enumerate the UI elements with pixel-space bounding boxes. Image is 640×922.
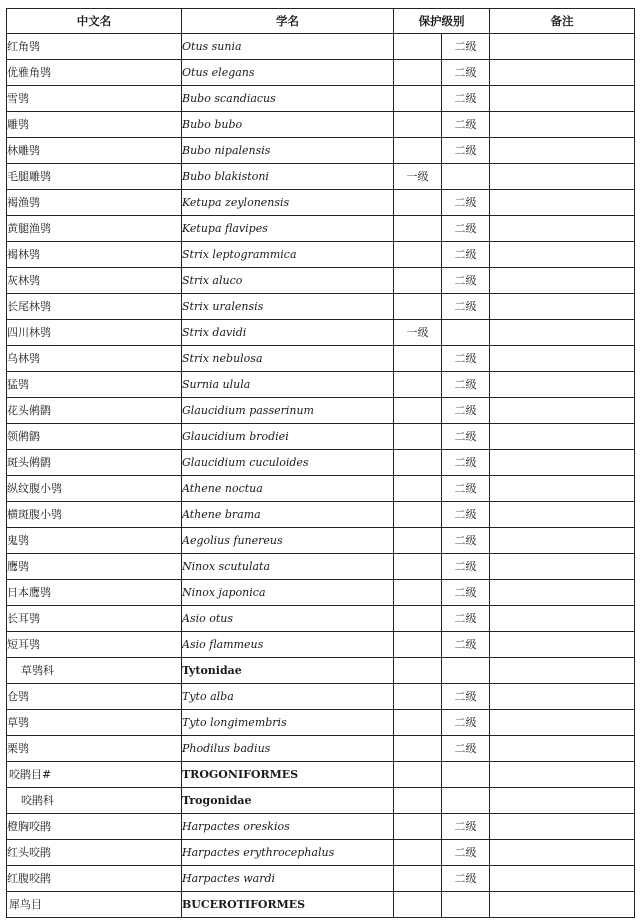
protection-level-1-cell xyxy=(394,242,442,268)
chinese-name-cell: 草鸮 xyxy=(7,710,182,736)
notes-cell xyxy=(490,476,635,502)
protection-level-2-cell: 二级 xyxy=(442,632,490,658)
protection-level-1-cell xyxy=(394,580,442,606)
chinese-name-cell: 林雕鸮 xyxy=(7,138,182,164)
header-scientific-name: 学名 xyxy=(182,9,394,34)
protection-level-1-cell xyxy=(394,840,442,866)
chinese-name-cell: 咬鹃目# xyxy=(7,762,182,788)
scientific-name-cell: Asio otus xyxy=(182,606,394,632)
table-row xyxy=(7,398,635,424)
notes-cell xyxy=(490,242,635,268)
chinese-name-cell: 鬼鸮 xyxy=(7,528,182,554)
notes-cell xyxy=(490,450,635,476)
protection-level-1-cell: 一级 xyxy=(394,320,442,346)
scientific-name-cell: Strix nebulosa xyxy=(182,346,394,372)
protection-level-2-cell: 二级 xyxy=(442,424,490,450)
protection-level-1-cell xyxy=(394,450,442,476)
table-row xyxy=(7,216,635,242)
protection-level-2-cell: 二级 xyxy=(442,346,490,372)
notes-cell xyxy=(490,632,635,658)
notes-cell xyxy=(490,60,635,86)
protection-level-2-cell: 二级 xyxy=(442,398,490,424)
chinese-name-cell: 长耳鸮 xyxy=(7,606,182,632)
scientific-name-cell: Bubo nipalensis xyxy=(182,138,394,164)
scientific-name-cell: Aegolius funereus xyxy=(182,528,394,554)
protection-level-1-cell xyxy=(394,86,442,112)
protection-level-2-cell: 二级 xyxy=(442,112,490,138)
table-row xyxy=(7,450,635,476)
protection-level-2-cell xyxy=(442,788,490,814)
protection-level-1-cell xyxy=(394,60,442,86)
table-row xyxy=(7,840,635,866)
notes-cell xyxy=(490,502,635,528)
protection-level-2-cell: 二级 xyxy=(442,216,490,242)
table-row xyxy=(7,190,635,216)
chinese-name-cell: 鹰鸮 xyxy=(7,554,182,580)
protection-level-2-cell: 二级 xyxy=(442,840,490,866)
chinese-name-cell: 咬鹃科 xyxy=(7,788,182,814)
notes-cell xyxy=(490,580,635,606)
notes-cell xyxy=(490,814,635,840)
table-row xyxy=(7,580,635,606)
scientific-name-cell: Bubo scandiacus xyxy=(182,86,394,112)
table-row xyxy=(7,372,635,398)
table-row xyxy=(7,164,635,190)
protection-level-1-cell xyxy=(394,424,442,450)
table-row xyxy=(7,294,635,320)
protection-level-2-cell: 二级 xyxy=(442,554,490,580)
notes-cell xyxy=(490,736,635,762)
chinese-name-cell: 雕鸮 xyxy=(7,112,182,138)
scientific-name-cell: Glaucidium cuculoides xyxy=(182,450,394,476)
protection-level-2-cell: 二级 xyxy=(442,736,490,762)
family-row xyxy=(7,658,635,684)
notes-cell xyxy=(490,658,635,684)
chinese-name-cell: 雪鸮 xyxy=(7,86,182,112)
family-row xyxy=(7,788,635,814)
chinese-name-cell: 四川林鸮 xyxy=(7,320,182,346)
table-row xyxy=(7,138,635,164)
protection-level-2-cell: 二级 xyxy=(442,528,490,554)
chinese-name-cell: 优雅角鸮 xyxy=(7,60,182,86)
notes-cell xyxy=(490,372,635,398)
protection-level-1-cell xyxy=(394,138,442,164)
protection-level-2-cell: 二级 xyxy=(442,866,490,892)
table-row xyxy=(7,112,635,138)
protection-level-1-cell xyxy=(394,658,442,684)
scientific-name-cell: Bubo blakistoni xyxy=(182,164,394,190)
protection-level-1-cell xyxy=(394,762,442,788)
table-row xyxy=(7,34,635,60)
chinese-name-cell: 黄腿渔鸮 xyxy=(7,216,182,242)
chinese-name-cell: 灰林鸮 xyxy=(7,268,182,294)
notes-cell xyxy=(490,164,635,190)
protection-level-2-cell: 二级 xyxy=(442,450,490,476)
protection-level-2-cell: 二级 xyxy=(442,138,490,164)
scientific-name-cell: BUCEROTIFORMES xyxy=(182,892,394,918)
scientific-name-cell: Athene brama xyxy=(182,502,394,528)
protection-level-1-cell xyxy=(394,502,442,528)
table-row xyxy=(7,268,635,294)
scientific-name-cell: Otus elegans xyxy=(182,60,394,86)
chinese-name-cell: 草鸮科 xyxy=(7,658,182,684)
notes-cell xyxy=(490,762,635,788)
protection-level-2-cell: 二级 xyxy=(442,606,490,632)
notes-cell xyxy=(490,554,635,580)
protection-level-1-cell xyxy=(394,684,442,710)
protection-level-1-cell xyxy=(394,606,442,632)
chinese-name-cell: 猛鸮 xyxy=(7,372,182,398)
protection-level-2-cell: 二级 xyxy=(442,86,490,112)
scientific-name-cell: TROGONIFORMES xyxy=(182,762,394,788)
table-row xyxy=(7,86,635,112)
notes-cell xyxy=(490,112,635,138)
scientific-name-cell: Phodilus badius xyxy=(182,736,394,762)
chinese-name-cell: 橙胸咬鹃 xyxy=(7,814,182,840)
scientific-name-cell: Glaucidium brodiei xyxy=(182,424,394,450)
protection-level-2-cell: 二级 xyxy=(442,814,490,840)
protection-level-1-cell xyxy=(394,216,442,242)
scientific-name-cell: Harpactes erythrocephalus xyxy=(182,840,394,866)
notes-cell xyxy=(490,606,635,632)
notes-cell xyxy=(490,866,635,892)
protection-level-1-cell xyxy=(394,34,442,60)
protection-level-1-cell xyxy=(394,554,442,580)
chinese-name-cell: 乌林鸮 xyxy=(7,346,182,372)
header-chinese-name: 中文名 xyxy=(7,9,182,34)
protection-level-2-cell: 二级 xyxy=(442,502,490,528)
notes-cell xyxy=(490,840,635,866)
table-row xyxy=(7,866,635,892)
protection-level-1-cell xyxy=(394,632,442,658)
protection-level-1-cell xyxy=(394,190,442,216)
scientific-name-cell: Ninox japonica xyxy=(182,580,394,606)
notes-cell xyxy=(490,398,635,424)
protection-level-1-cell xyxy=(394,294,442,320)
protection-level-1-cell xyxy=(394,112,442,138)
protection-level-2-cell: 二级 xyxy=(442,372,490,398)
order-row xyxy=(7,892,635,918)
header-notes: 备注 xyxy=(490,9,635,34)
notes-cell xyxy=(490,346,635,372)
table-header-row xyxy=(7,9,635,34)
notes-cell xyxy=(490,138,635,164)
scientific-name-cell: Harpactes oreskios xyxy=(182,814,394,840)
chinese-name-cell: 毛腿雕鸮 xyxy=(7,164,182,190)
notes-cell xyxy=(490,294,635,320)
protection-level-1-cell xyxy=(394,788,442,814)
chinese-name-cell: 短耳鸮 xyxy=(7,632,182,658)
protection-level-2-cell: 二级 xyxy=(442,294,490,320)
protection-level-1-cell xyxy=(394,736,442,762)
notes-cell xyxy=(490,424,635,450)
chinese-name-cell: 红腹咬鹃 xyxy=(7,866,182,892)
notes-cell xyxy=(490,216,635,242)
protection-level-1-cell xyxy=(394,866,442,892)
protection-level-1-cell xyxy=(394,528,442,554)
scientific-name-cell: Tytonidae xyxy=(182,658,394,684)
scientific-name-cell: Harpactes wardi xyxy=(182,866,394,892)
table-row xyxy=(7,320,635,346)
notes-cell xyxy=(490,320,635,346)
scientific-name-cell: Asio flammeus xyxy=(182,632,394,658)
table-row xyxy=(7,502,635,528)
notes-cell xyxy=(490,190,635,216)
scientific-name-cell: Strix uralensis xyxy=(182,294,394,320)
notes-cell xyxy=(490,892,635,918)
chinese-name-cell: 红头咬鹃 xyxy=(7,840,182,866)
scientific-name-cell: Trogonidae xyxy=(182,788,394,814)
scientific-name-cell: Ketupa zeylonensis xyxy=(182,190,394,216)
protection-level-1-cell xyxy=(394,892,442,918)
table-row xyxy=(7,242,635,268)
scientific-name-cell: Glaucidium passerinum xyxy=(182,398,394,424)
notes-cell xyxy=(490,528,635,554)
chinese-name-cell: 栗鸮 xyxy=(7,736,182,762)
protection-level-1-cell xyxy=(394,398,442,424)
protection-level-1-cell xyxy=(394,814,442,840)
scientific-name-cell: Ketupa flavipes xyxy=(182,216,394,242)
table-row xyxy=(7,528,635,554)
notes-cell xyxy=(490,684,635,710)
protection-level-2-cell xyxy=(442,762,490,788)
table-row xyxy=(7,424,635,450)
protection-level-2-cell: 二级 xyxy=(442,34,490,60)
table-row xyxy=(7,346,635,372)
chinese-name-cell: 褐渔鸮 xyxy=(7,190,182,216)
protection-level-1-cell: 一级 xyxy=(394,164,442,190)
scientific-name-cell: Ninox scutulata xyxy=(182,554,394,580)
scientific-name-cell: Otus sunia xyxy=(182,34,394,60)
protection-level-2-cell: 二级 xyxy=(442,242,490,268)
protected-species-table xyxy=(6,8,635,918)
chinese-name-cell: 仓鸮 xyxy=(7,684,182,710)
protection-level-1-cell xyxy=(394,372,442,398)
chinese-name-cell: 长尾林鸮 xyxy=(7,294,182,320)
table-row xyxy=(7,606,635,632)
protection-level-1-cell xyxy=(394,346,442,372)
scientific-name-cell: Strix aluco xyxy=(182,268,394,294)
protection-level-2-cell xyxy=(442,892,490,918)
order-row xyxy=(7,762,635,788)
protection-level-2-cell: 二级 xyxy=(442,60,490,86)
notes-cell xyxy=(490,710,635,736)
chinese-name-cell: 红角鸮 xyxy=(7,34,182,60)
table-row xyxy=(7,814,635,840)
protection-level-2-cell xyxy=(442,320,490,346)
scientific-name-cell: Strix leptogrammica xyxy=(182,242,394,268)
chinese-name-cell: 褐林鸮 xyxy=(7,242,182,268)
notes-cell xyxy=(490,268,635,294)
scientific-name-cell: Athene noctua xyxy=(182,476,394,502)
header-protection-level: 保护级别 xyxy=(394,9,490,34)
protection-level-2-cell xyxy=(442,658,490,684)
protection-level-2-cell xyxy=(442,164,490,190)
scientific-name-cell: Strix davidi xyxy=(182,320,394,346)
table-row xyxy=(7,684,635,710)
table-row xyxy=(7,476,635,502)
chinese-name-cell: 花头鸺鹠 xyxy=(7,398,182,424)
scientific-name-cell: Bubo bubo xyxy=(182,112,394,138)
protection-level-2-cell: 二级 xyxy=(442,684,490,710)
protection-level-1-cell xyxy=(394,476,442,502)
notes-cell xyxy=(490,788,635,814)
notes-cell xyxy=(490,86,635,112)
protection-level-1-cell xyxy=(394,710,442,736)
protection-level-1-cell xyxy=(394,268,442,294)
protection-level-2-cell: 二级 xyxy=(442,476,490,502)
table-row xyxy=(7,736,635,762)
chinese-name-cell: 横斑腹小鸮 xyxy=(7,502,182,528)
chinese-name-cell: 领鸺鹠 xyxy=(7,424,182,450)
chinese-name-cell: 日本鹰鸮 xyxy=(7,580,182,606)
protection-level-2-cell: 二级 xyxy=(442,580,490,606)
scientific-name-cell: Surnia ulula xyxy=(182,372,394,398)
table-row xyxy=(7,554,635,580)
notes-cell xyxy=(490,34,635,60)
table-row xyxy=(7,60,635,86)
chinese-name-cell: 纵纹腹小鸮 xyxy=(7,476,182,502)
table-row xyxy=(7,710,635,736)
protection-level-2-cell: 二级 xyxy=(442,710,490,736)
scientific-name-cell: Tyto longimembris xyxy=(182,710,394,736)
chinese-name-cell: 斑头鸺鹠 xyxy=(7,450,182,476)
table-body xyxy=(7,34,635,918)
protection-level-2-cell: 二级 xyxy=(442,268,490,294)
protection-level-2-cell: 二级 xyxy=(442,190,490,216)
chinese-name-cell: 犀鸟目 xyxy=(7,892,182,918)
table-row xyxy=(7,632,635,658)
scientific-name-cell: Tyto alba xyxy=(182,684,394,710)
